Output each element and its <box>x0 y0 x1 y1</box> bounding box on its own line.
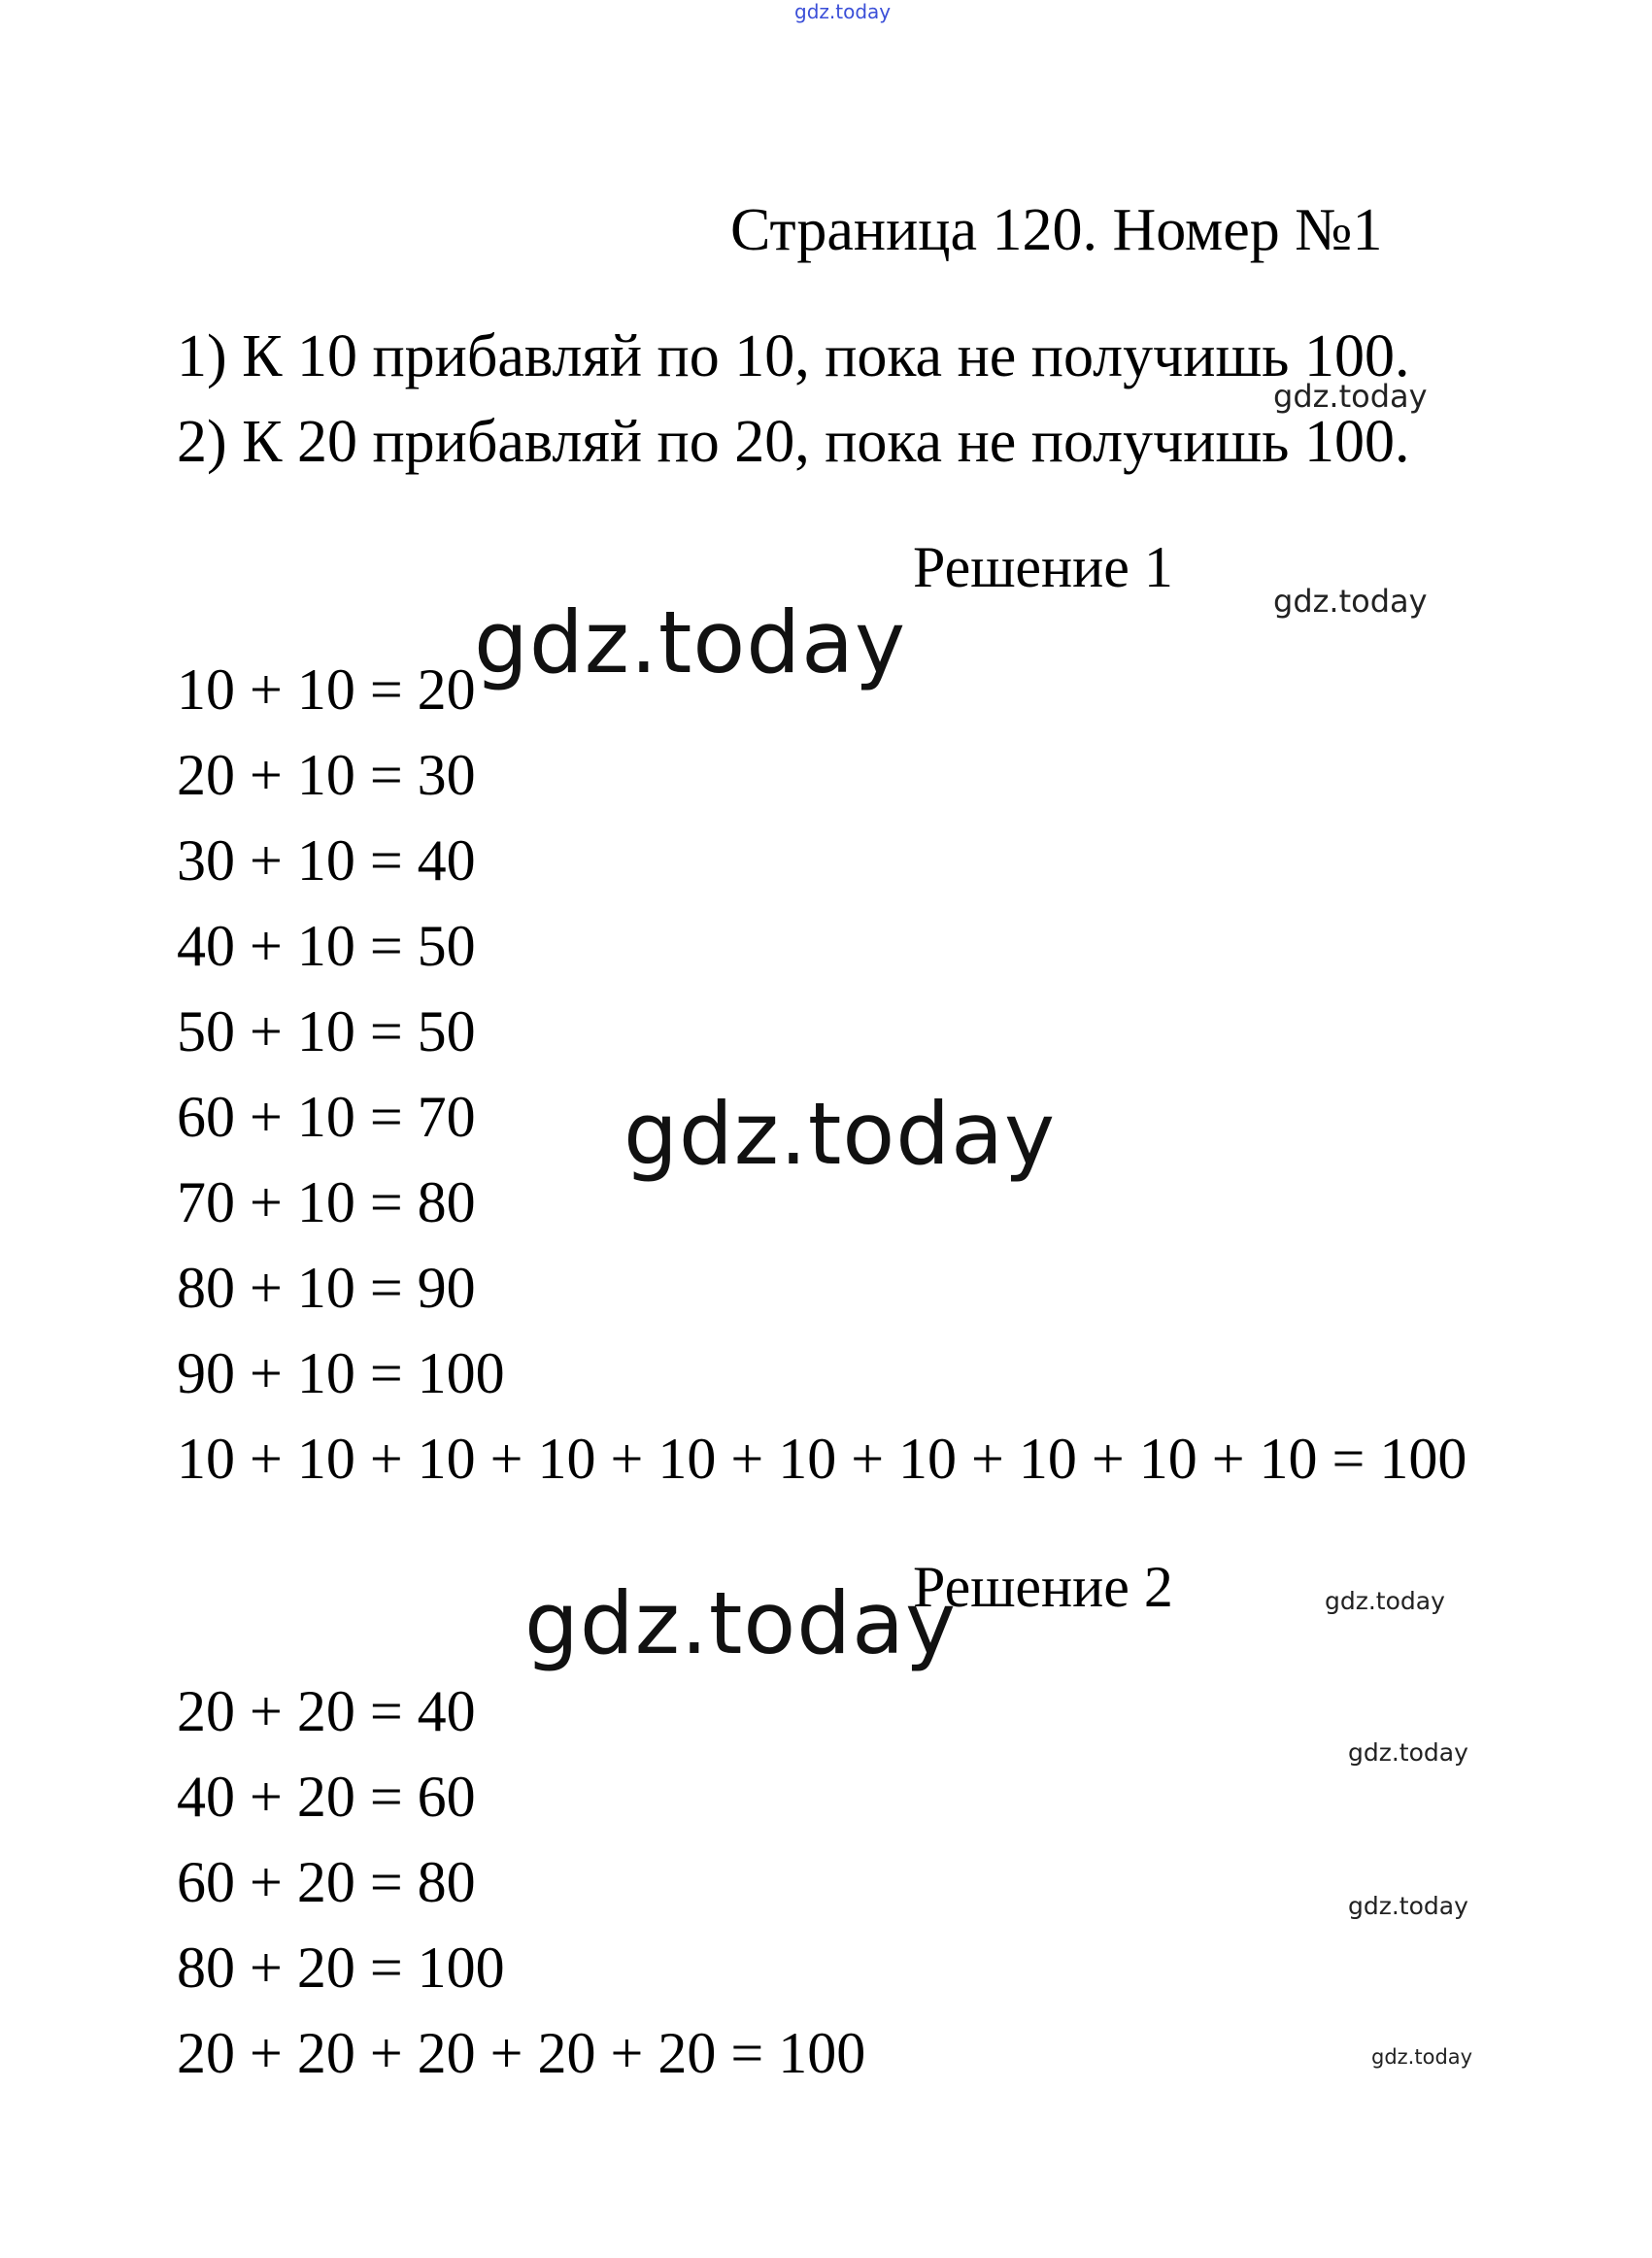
solution-2-heading: Решение 2 <box>913 1555 1173 1619</box>
equation: 80 + 10 = 90 <box>177 1256 476 1320</box>
watermark: gdz.today <box>624 1084 1057 1184</box>
equation: 60 + 10 = 70 <box>177 1085 476 1149</box>
equation: 20 + 20 = 40 <box>177 1679 476 1743</box>
watermark: gdz.today <box>474 592 907 692</box>
watermark: gdz.today <box>1273 378 1428 415</box>
watermark-top: gdz.today <box>794 0 892 23</box>
task-1: 1) К 10 прибавляй по 10, пока не получишь 100. <box>177 323 1410 389</box>
equation: 90 + 10 = 100 <box>177 1341 505 1405</box>
solution-1-heading: Решение 1 <box>913 535 1173 599</box>
equation: 50 + 10 = 50 <box>177 999 476 1063</box>
watermark: gdz.today <box>1348 1738 1468 1767</box>
equation: 40 + 10 = 50 <box>177 914 476 978</box>
equation-sum: 20 + 20 + 20 + 20 + 20 = 100 <box>177 2021 866 2085</box>
equation: 60 + 20 = 80 <box>177 1850 476 1914</box>
watermark: gdz.today <box>1371 2045 1473 2069</box>
watermark: gdz.today <box>1325 1587 1445 1615</box>
equation: 20 + 10 = 30 <box>177 743 476 807</box>
equation: 30 + 10 = 40 <box>177 828 476 893</box>
equation-sum: 10 + 10 + 10 + 10 + 10 + 10 + 10 + 10 + 10 + 10 = 100 <box>177 1427 1467 1491</box>
equation: 80 + 20 = 100 <box>177 1936 505 2000</box>
watermark: gdz.today <box>524 1573 958 1673</box>
equation: 70 + 10 = 80 <box>177 1170 476 1234</box>
watermark: gdz.today <box>1348 1892 1468 1920</box>
page-title: Страница 120. Номер №1 <box>730 197 1383 263</box>
equation: 10 + 10 = 20 <box>177 657 476 722</box>
watermark: gdz.today <box>1273 583 1428 620</box>
equation: 40 + 20 = 60 <box>177 1765 476 1829</box>
task-2: 2) К 20 прибавляй по 20, пока не получишь 100. <box>177 409 1410 475</box>
